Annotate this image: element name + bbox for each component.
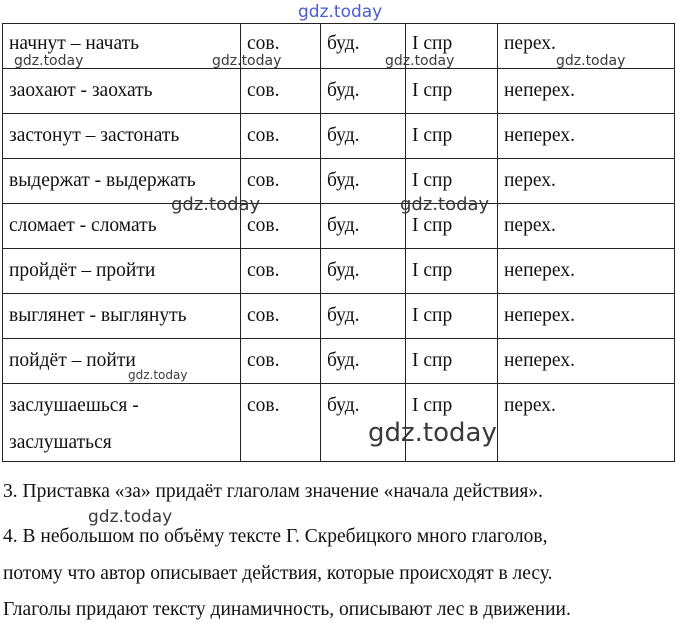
table-row	[3, 204, 675, 249]
watermark: gdz.today	[556, 53, 626, 69]
verb-pair-cell: пойдёт – пойти	[3, 339, 241, 384]
tense-cell: буд.	[321, 384, 406, 462]
paragraph-3: 3. Приставка «за» придаёт глаголам значение «начала действия».	[3, 481, 543, 502]
tense-cell: буд.	[321, 69, 406, 114]
verb-pair-cell: начнут – начать	[3, 24, 241, 69]
table-row	[3, 249, 675, 294]
transitivity-cell: перех.	[498, 159, 675, 204]
conjugation-cell: I спр	[406, 384, 498, 462]
table-row	[3, 69, 675, 114]
conjugation-cell: I спр	[406, 69, 498, 114]
tense-cell: буд.	[321, 114, 406, 159]
watermark: gdz.today	[171, 194, 261, 215]
paragraph-4-line-1: 4. В небольшом по объёму тексте Г. Скребицкого много глаголов,	[3, 526, 548, 547]
conjugation-cell: I спр	[406, 294, 498, 339]
transitivity-cell: перех.	[498, 24, 675, 69]
transitivity-cell: неперех.	[498, 339, 675, 384]
watermark: gdz.today	[212, 53, 282, 69]
conjugation-cell: I спр	[406, 339, 498, 384]
tense-cell: буд.	[321, 159, 406, 204]
table-row	[3, 339, 675, 384]
conjugation-cell: I спр	[406, 114, 498, 159]
watermark: gdz.today	[128, 368, 188, 382]
verb-pair-cell: выдержат - выдержать	[3, 159, 241, 204]
conjugation-cell: I спр	[406, 159, 498, 204]
verb-pair-cell: заслушаешься - заслушаться	[3, 384, 241, 462]
transitivity-cell: неперех.	[498, 294, 675, 339]
tense-cell: буд.	[321, 24, 406, 69]
conjugation-cell: I спр	[406, 24, 498, 69]
tense-cell: буд.	[321, 204, 406, 249]
verb-pair-cell: выглянет - выглянуть	[3, 294, 241, 339]
watermark-large: gdz.today	[368, 418, 497, 448]
watermark: gdz.today	[88, 507, 173, 527]
aspect-cell: сов.	[241, 249, 321, 294]
paragraph-4-line-2: потому что автор описывает действия, которые происходят в лесу.	[3, 563, 553, 584]
transitivity-cell: перех.	[498, 204, 675, 249]
table-row	[3, 24, 675, 69]
verb-pair-cell: пройдёт – пройти	[3, 249, 241, 294]
table-row	[3, 159, 675, 204]
verb-pair-cell: застонут – застонать	[3, 114, 241, 159]
aspect-cell: сов.	[241, 384, 321, 462]
watermark: gdz.today	[14, 53, 84, 69]
table-row	[3, 114, 675, 159]
aspect-cell: сов.	[241, 159, 321, 204]
aspect-cell: сов.	[241, 204, 321, 249]
aspect-cell: сов.	[241, 339, 321, 384]
aspect-cell: сов.	[241, 114, 321, 159]
verbs-table-body	[3, 24, 675, 462]
aspect-cell: сов.	[241, 24, 321, 69]
aspect-cell: сов.	[241, 294, 321, 339]
transitivity-cell: перех.	[498, 384, 675, 462]
aspect-cell: сов.	[241, 69, 321, 114]
verb-pair-cell: заохают - заохать	[3, 69, 241, 114]
table-row	[3, 384, 675, 462]
verb-pair-cell: сломает - сломать	[3, 204, 241, 249]
tense-cell: буд.	[321, 339, 406, 384]
tense-cell: буд.	[321, 294, 406, 339]
verbs-table	[2, 23, 675, 462]
watermark-top: gdz.today	[298, 2, 383, 22]
transitivity-cell: неперех.	[498, 249, 675, 294]
conjugation-cell: I спр	[406, 204, 498, 249]
transitivity-cell: неперех.	[498, 114, 675, 159]
watermark: gdz.today	[400, 194, 490, 215]
watermark: gdz.today	[385, 53, 455, 69]
transitivity-cell: неперех.	[498, 69, 675, 114]
paragraph-4-line-3: Глаголы придают тексту динамичность, описывают лес в движении.	[3, 599, 571, 620]
tense-cell: буд.	[321, 249, 406, 294]
table-row	[3, 294, 675, 339]
conjugation-cell: I спр	[406, 249, 498, 294]
